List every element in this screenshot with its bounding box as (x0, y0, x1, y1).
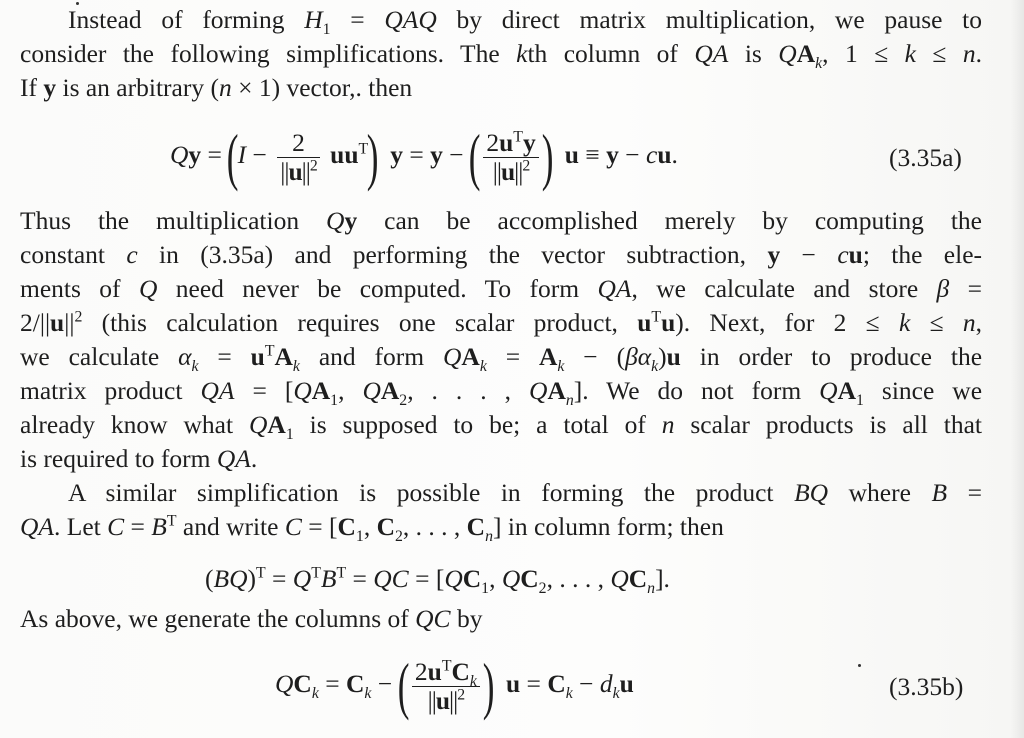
text-line-6: ments of Q need never be computed. To form QA, we calculate and store β = (20, 274, 983, 303)
equation-number-3-35b: (3.35b) (889, 672, 964, 701)
equation-3-35a: Qy = (I − $\frac{2}{||u||^2}$ $uu^T$) y = y − ( $\frac{2u^Ty}{||u||^2}$ ) u ≡ y − cu. (170, 121, 678, 192)
text-line-4: Thus the multiplication Qy can be accomplished merely by computing the (20, 206, 982, 235)
equation-3-35b: $QC_k = C_k$ − ( $\frac{2u^TC_k}{||u||^2}$ ) $u = C_k - d_ku$ (275, 650, 634, 721)
equation-number-3-35a: (3.35a) (889, 143, 962, 172)
text-line-5: constant c in (3.35a) and performing the vector subtraction, y − cu; the ele- (20, 240, 983, 269)
text-source-carriers (0, 0, 1, 1)
print-speck (858, 664, 861, 667)
text-line-2: consider the following simplifications. The kth column of QA is $QA_k$, 1 ≤ k ≤ n. (20, 39, 982, 73)
src-l1 (0, 0, 1, 1)
text-line-11: is required to form QA. (20, 444, 258, 473)
text-line-3: If y is an arbitrary (n × 1) vector,. then (20, 73, 413, 102)
text-line-13: QA. Let $C = B^T$ and write $C = [C_1$, $C_2$, . . . , $C_n$] in column form; then (20, 512, 724, 546)
text-line-7: $2/||u||^2$ (this calculation requires one scalar product, $u^Tu$). Next, for 2 ≤ k ≤ n, (20, 308, 982, 337)
text-line-14: As above, we generate the columns of QC by (20, 604, 483, 633)
equation-bq-transpose: $(BQ)^T = Q^TB^T$ = QC = [$QC_1$, $QC_2$, . . . , $QC_n$]. (205, 564, 670, 598)
page-edge-shadow (1010, 0, 1024, 738)
print-speck (76, 2, 79, 5)
text-line-8: we calculate $\alpha_k = u^TA_k$ and form $QA_k = A_k - (\beta\alpha_k)u$ in order to produce the (20, 342, 983, 376)
text-line-1: Instead of forming $H_1$ = QAQ by direct matrix multiplication, we pause to (68, 5, 982, 39)
text-line-9: matrix product QA = [$QA_1$, $QA_2$, . . . , $QA_n$]. We do not form $QA_1$ since we (20, 376, 983, 410)
text-line-10: already know what $QA_1$ is supposed to be; a total of n scalar products is all that (20, 410, 982, 444)
text-line-12: A similar simplification is possible in forming the product BQ where B = (68, 478, 982, 507)
